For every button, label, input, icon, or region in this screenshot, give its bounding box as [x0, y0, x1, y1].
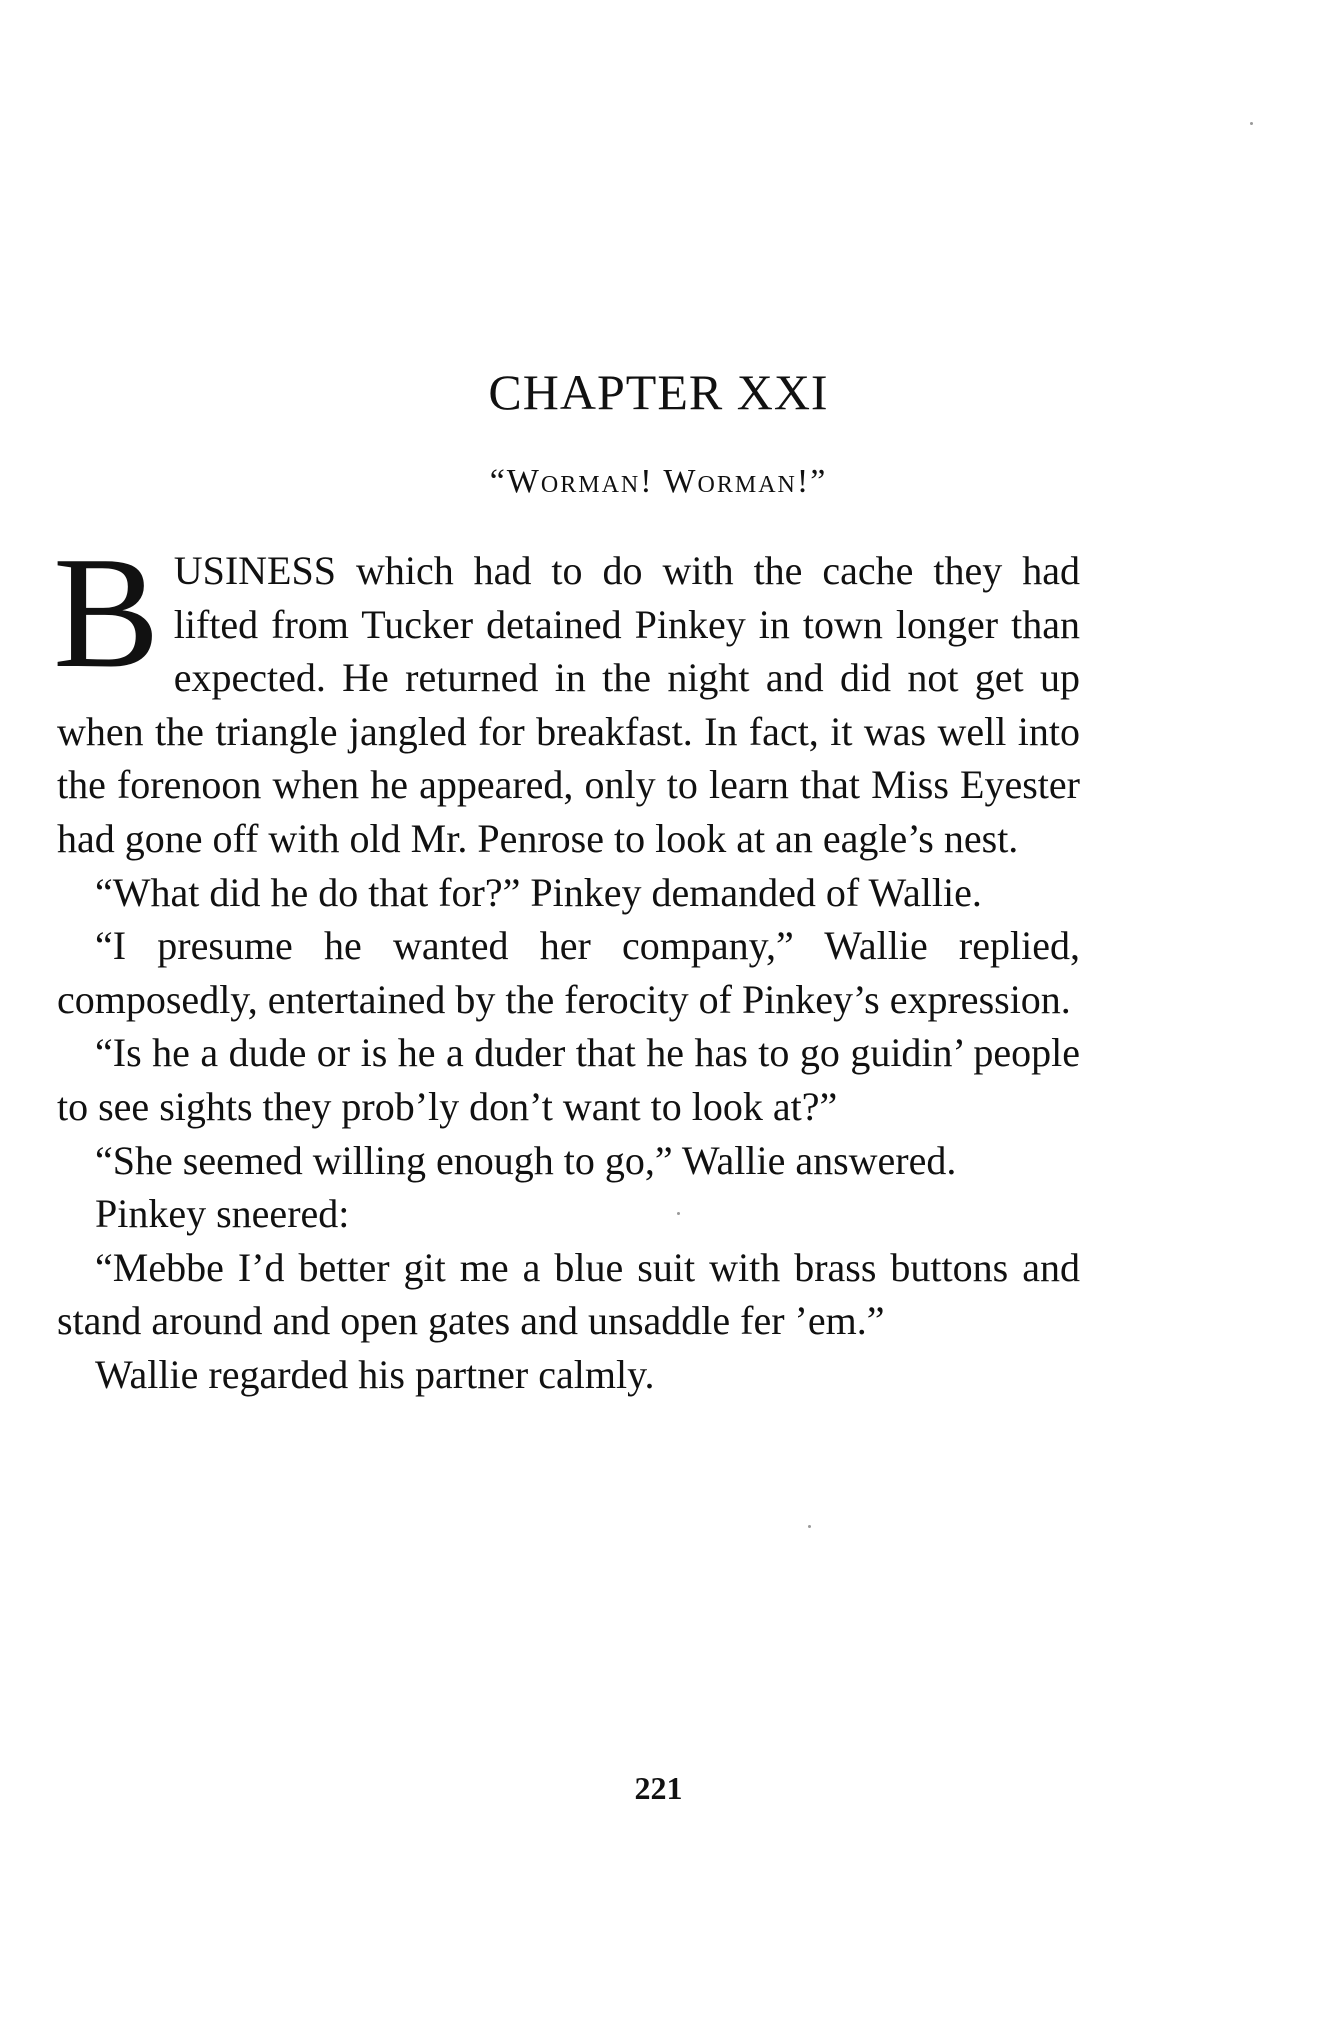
paragraph-3: “I presume he wanted her company,” Wallie replied, composedly, entertained by the ferocity of Pinkey’s expression.: [57, 923, 1080, 1022]
chapter-title: CHAPTER XXI: [488, 364, 829, 420]
paragraph-5: “She seemed willing enough to go,” Wallie answered.: [95, 1137, 957, 1183]
paragraph-1-text: USINESS which had to do with the cache they had lifted from Tucker detained Pinkey in town longer than expected. He returned in the night and did not get up when the triangle jangled for breakfast. In fact, it was well into the forenoon when he appeared, only to learn that Miss Eyester had gone off with old Mr. Penrose to look at an eagle’s nest.: [57, 548, 1080, 861]
paragraph-1: [53, 523, 1080, 866]
paper-speck: [677, 1212, 680, 1215]
paragraph-8: Wallie regarded his partner calmly.: [95, 1351, 655, 1397]
paragraph-2: “What did he do that for?” Pinkey demanded of Wallie.: [95, 869, 982, 915]
paper-speck: [1250, 122, 1253, 125]
drop-cap: B: [53, 523, 160, 701]
chapter-subtitle: “Worman! Worman!”: [489, 463, 828, 500]
paragraph-6: Pinkey sneered:: [95, 1191, 350, 1237]
paragraph-4: “Is he a dude or is he a duder that he has to go guidin’ people to see sights they prob’ly don’t want to look at?”: [57, 1030, 1080, 1129]
paper-speck: [808, 1525, 811, 1528]
paragraph-7: “Mebbe I’d better git me a blue suit with brass buttons and stand around and open gates and unsaddle fer ’em.”: [57, 1244, 1080, 1344]
body-text: [53, 523, 1080, 1402]
page-number: 221: [634, 1770, 683, 1806]
